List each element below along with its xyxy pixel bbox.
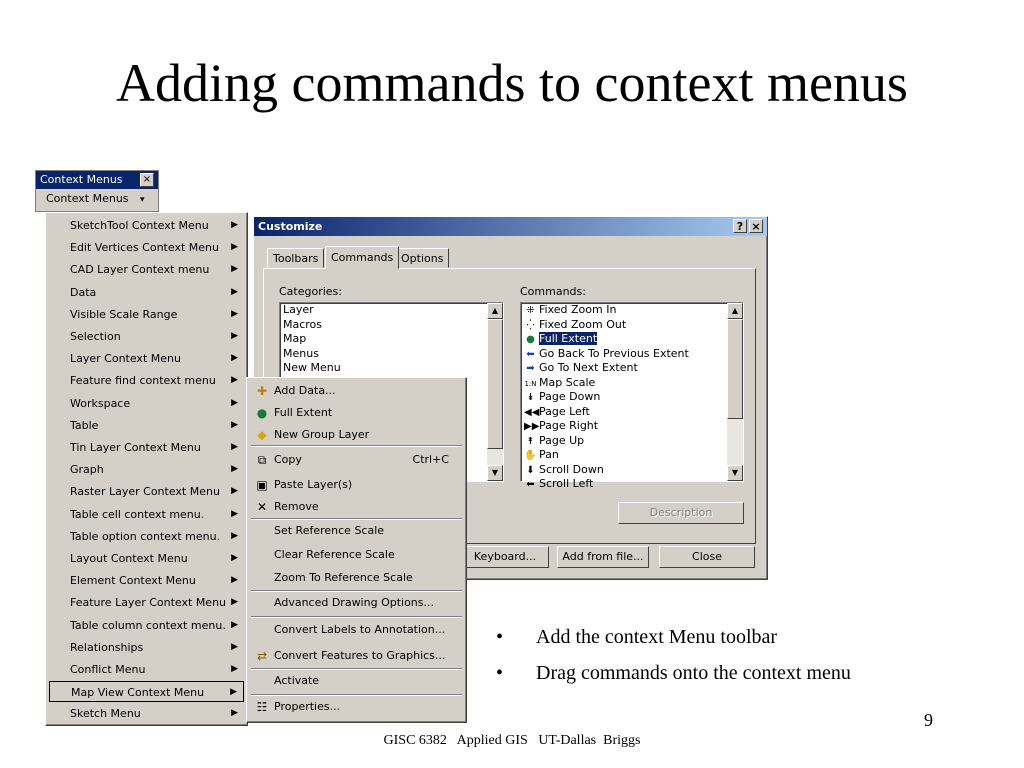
menu-item[interactable] [49,615,244,636]
fixed-zoom-in-icon: ⁜ [526,305,535,316]
scroll-left-icon: ⬅ [526,479,535,490]
arrow-left-icon: ⬅ [526,348,535,360]
menu-item-label: Selection [70,330,121,343]
command-item[interactable] [521,390,743,405]
categories-scrollbar[interactable] [487,303,503,481]
chevron-right-icon: ▶ [231,486,238,497]
command-item[interactable] [521,361,743,376]
menu-item-label: Sketch Menu [70,707,141,721]
menu-item[interactable] [49,348,244,369]
chevron-right-icon: ▶ [231,508,238,519]
menu-item[interactable] [49,326,244,347]
menu-item[interactable] [49,370,244,391]
chevron-right-icon: ▶ [231,331,238,341]
chevron-right-icon: ▶ [231,353,238,364]
menu-item[interactable] [49,526,244,547]
properties-icon: ☷ [256,700,268,714]
tab-toolbars[interactable]: Toolbars [267,248,324,268]
submenu-item-label: Paste Layer(s) [274,478,353,491]
command-item[interactable] [521,448,743,463]
page-number: 9 [924,710,933,730]
submenu-item-label: Copy [274,453,302,466]
menu-item-label: Feature Layer Context Menu [70,596,227,610]
chevron-right-icon: ▶ [231,308,238,319]
page-right-icon: ▶▶ [524,421,540,432]
command-label: Page Up [539,433,585,447]
bullet-text: Drag commands onto the context menu [536,662,851,684]
context-menus-toolbar [35,170,159,212]
fixed-zoom-out-icon: ⁛ [526,319,535,331]
chevron-right-icon: ▶ [231,242,238,253]
paste-icon: ▣ [256,478,268,492]
chevron-right-icon: ▶ [231,419,238,430]
category-item[interactable]: Layer [283,303,314,316]
shortcut-label: Ctrl+C [412,453,449,466]
submenu-item-label: Convert Labels to Annotation... [274,623,446,636]
add-from-file-button[interactable]: Add from file... [557,546,649,568]
context-menu-list [45,212,248,726]
scroll-down-icon[interactable]: ▼ [727,465,743,481]
category-item[interactable]: Menus [283,346,319,360]
category-item[interactable]: Map [283,332,307,345]
command-item[interactable] [521,303,743,318]
submenu-item-label: Convert Features to Graphics... [274,649,446,662]
submenu-item-label: Advanced Drawing Options... [274,596,434,609]
menu-item-label: Table cell context menu. [70,507,205,521]
menu-item[interactable] [49,637,244,658]
chevron-right-icon: ▶ [231,530,238,541]
command-item[interactable] [521,463,743,478]
menu-item-label: Element Context Menu [70,574,196,588]
chevron-right-icon: ▶ [231,553,238,563]
chevron-right-icon: ▶ [231,708,238,719]
menu-item-label: CAD Layer Context menu [70,263,210,277]
close-button[interactable]: Close [659,546,755,568]
submenu-item[interactable] [250,496,463,518]
menu-item[interactable] [49,481,244,502]
category-item[interactable]: Macros [283,317,323,331]
context-menus-button-label: Context Menus [46,192,129,205]
new-group-layer-icon: ◆ [257,428,267,442]
menu-item-label: Map View Context Menu [71,686,205,700]
menu-item[interactable] [49,415,244,436]
command-item[interactable] [521,477,743,492]
commands-label: Commands: [520,285,586,298]
command-item[interactable] [521,318,743,333]
chevron-right-icon: ▶ [231,641,238,652]
menu-item-label: Visible Scale Range [70,307,178,321]
command-label: Full Extent [539,332,598,345]
menu-item[interactable] [49,703,244,724]
scroll-up-icon[interactable]: ▲ [727,303,743,319]
toolbar-title: Context Menus [40,173,123,186]
tab-options[interactable]: Options [395,248,449,268]
keyboard-button[interactable]: Keyboard... [461,546,549,568]
menu-item-label: Graph [70,463,104,477]
chevron-right-icon: ▶ [231,286,238,297]
chevron-right-icon: ▶ [231,619,238,630]
commands-scrollbar[interactable] [727,303,743,481]
command-label: Fixed Zoom Out [539,317,627,331]
tab-commands[interactable]: Commands [325,246,399,269]
page-left-icon: ◀◀ [524,406,540,418]
page-down-icon: ⯯ [527,392,534,403]
toolbar-title-bar[interactable] [36,171,158,189]
submenu-item-label: New Group Layer [274,428,370,441]
command-label: Go To Next Extent [539,361,638,374]
convert-features-icon: ⇄ [256,649,268,663]
submenu-item[interactable] [250,474,463,496]
map-scale-icon: 1:N [524,379,537,388]
chevron-right-icon: ▶ [231,575,238,586]
submenu-item[interactable] [250,380,463,402]
bullet-marker: • [496,662,504,684]
pan-hand-icon: ✋ [524,450,537,461]
command-label: Scroll Down [539,462,604,476]
submenu-item[interactable] [250,670,463,692]
menu-item[interactable] [49,215,244,236]
command-label: Pan [539,448,559,461]
submenu-item[interactable] [250,449,463,471]
dialog-title-bar[interactable] [254,217,767,236]
categories-label: Categories: [279,285,342,298]
menu-item-label: Workspace [70,396,131,410]
menu-item[interactable] [49,282,244,303]
menu-item[interactable] [49,548,244,569]
menu-item[interactable] [49,237,244,258]
description-button[interactable]: Description [618,502,744,524]
map-view-context-submenu [246,377,467,723]
menu-item[interactable] [49,393,244,414]
chevron-right-icon: ▶ [231,664,238,674]
menu-item-label: Feature find context menu [70,374,216,388]
globe-icon: ● [526,334,535,345]
menu-item-label: Tin Layer Context Menu [70,441,201,454]
menu-item-label: Table [70,418,99,432]
menu-item-label: Layer Context Menu [70,352,181,366]
submenu-item[interactable] [250,696,463,718]
chevron-right-icon: ▶ [231,597,238,608]
commands-scroll-thumb[interactable] [727,319,743,419]
menu-item-label: Edit Vertices Context Menu [70,241,219,255]
bullet-marker: • [496,626,504,648]
command-label: Go Back To Previous Extent [539,346,689,360]
command-item[interactable] [521,376,743,391]
scroll-up-icon[interactable]: ▲ [487,303,503,319]
command-item[interactable] [521,347,743,362]
submenu-item[interactable] [250,567,463,589]
categories-scroll-thumb[interactable] [487,319,503,449]
submenu-item-label: Remove [274,500,319,513]
menu-item-label: Conflict Menu [70,663,146,676]
scroll-down-icon: ⬇ [526,464,535,476]
menu-item[interactable] [49,681,244,702]
arrow-right-icon: ➡ [526,363,535,374]
submenu-item-label: Properties... [274,700,341,713]
submenu-item-label: Set Reference Scale [274,524,385,537]
command-label: Fixed Zoom In [539,303,617,316]
chevron-right-icon: ▶ [230,687,237,698]
menu-item-label: Data [70,285,97,299]
command-label: Page Right [539,419,599,432]
menu-item-label: Relationships [70,640,144,654]
menu-item[interactable] [49,259,244,280]
menu-item[interactable] [49,570,244,591]
menu-item[interactable] [49,592,244,613]
menu-item[interactable] [49,504,244,525]
command-label: Map Scale [539,375,596,389]
submenu-item[interactable] [250,544,463,566]
toolbar-close-icon[interactable]: × [140,173,154,187]
chevron-right-icon: ▶ [231,442,238,452]
command-label: Scroll Left [539,477,594,490]
menu-item-label: SketchTool Context Menu [70,219,209,232]
submenu-item[interactable] [250,619,463,641]
submenu-item-label: Zoom To Reference Scale [274,571,413,584]
chevron-right-icon: ▶ [231,220,238,230]
commands-list[interactable] [520,302,744,490]
chevron-right-icon: ▶ [231,264,238,275]
category-item[interactable]: New Menu [283,361,341,374]
command-label: Page Left [539,404,590,418]
page-up-icon: ⯭ [527,435,534,447]
submenu-item[interactable] [250,402,463,424]
submenu-item-label: Add Data... [274,384,336,397]
slide-footer: GISC 6382 Applied GIS UT-Dallas Briggs [383,733,641,748]
menu-item[interactable] [49,459,244,480]
command-item[interactable] [521,332,743,347]
menu-item-label: Raster Layer Context Menu [70,485,220,499]
menu-item-label: Layout Context Menu [70,552,188,565]
globe-icon: ● [256,406,268,420]
help-button[interactable]: ? [733,219,747,233]
menu-separator [251,616,462,618]
dialog-close-icon[interactable]: × [749,219,763,233]
submenu-item[interactable] [250,645,463,667]
submenu-item[interactable] [250,592,463,614]
slide-title: Adding commands to context menus [116,53,908,113]
submenu-item[interactable] [250,520,463,542]
add-data-icon: ✚ [256,384,268,398]
remove-icon: ✕ [256,500,268,514]
menu-item[interactable] [49,304,244,325]
command-item[interactable] [521,434,743,449]
submenu-item[interactable] [250,424,463,446]
menu-item[interactable] [49,437,244,458]
menu-item[interactable] [49,659,244,680]
chevron-right-icon: ▶ [231,375,238,386]
submenu-item-label: Clear Reference Scale [274,548,395,561]
bullet-text: Add the context Menu toolbar [536,626,778,648]
menu-item-label: Table option context menu. [70,529,221,543]
command-label: Page Down [539,390,601,403]
copy-icon: ⧉ [257,453,267,467]
scroll-down-icon[interactable]: ▼ [487,465,503,481]
submenu-item-label: Full Extent [274,406,333,419]
chevron-right-icon: ▶ [231,464,238,475]
chevron-right-icon: ▶ [231,397,238,408]
command-item[interactable] [521,405,743,420]
context-menus-dropdown-button[interactable] [36,189,158,210]
chevron-down-icon: ▾ [140,195,145,205]
submenu-item-label: Activate [274,674,320,687]
menu-item-label: Table column context menu. [70,618,226,632]
command-item[interactable] [521,419,743,434]
dialog-title: Customize [258,220,323,233]
